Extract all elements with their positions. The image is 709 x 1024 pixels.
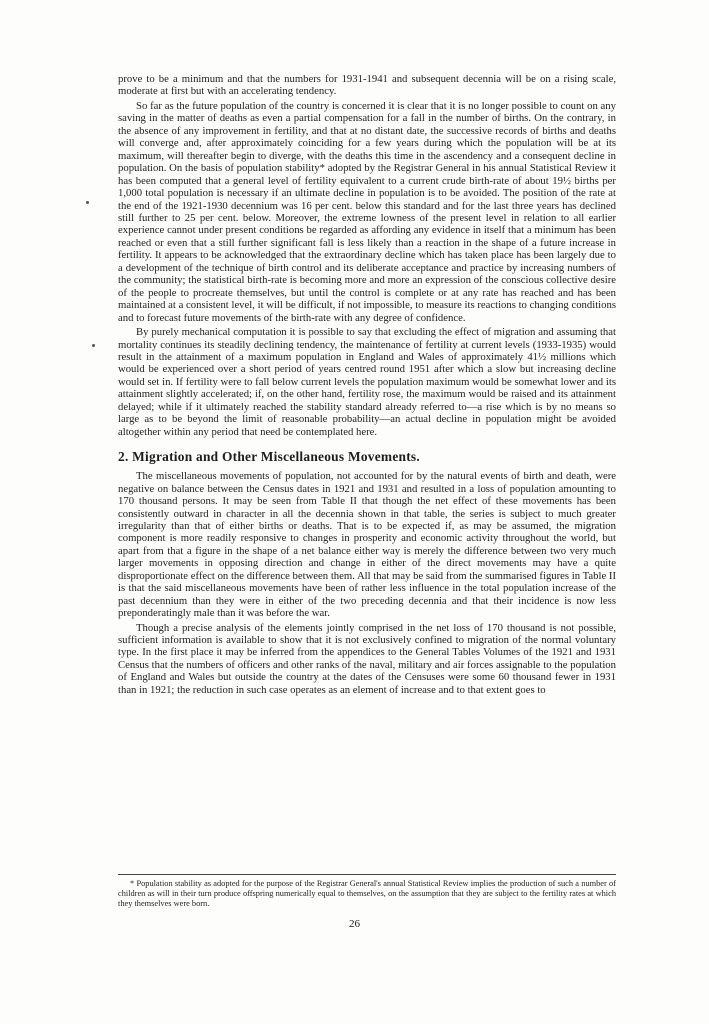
body-text xyxy=(118,73,616,696)
margin-speck xyxy=(92,344,95,347)
paragraph: prove to be a minimum and that the numbers for 1931-1941 and subsequent decennia will be on a rising scale, moderate at first but with an accelerating tendency. xyxy=(118,73,616,98)
paragraph: The miscellaneous movements of population, not accounted for by the natural events of birth and death, were negative on balance between the Census dates in 1921 and 1931 and resulted in a loss of population amounting to 170 thousand persons. It may be seen from Table II that though the net effect of these movements has been consistently outward in character in all the decennia shown in that table, the series is subject to much greater irregularity than that of either births or deaths. That is to be expected if, as may be assumed, the migration component is more readily responsive to changes in prosperity and economic activity throughout the world, but apart from that a figure in the shape of a net balance either way is merely the difference between two very much larger movements in opposing direction and change in either of the direct movements may have a quite disproportionate effect on the difference between them. All that may be said from the summarised figures in Table II is that the said miscellaneous movements have been of rather less influence in the total population increase of the past decennium than they were in either of the two preceding decennia and that their incidence is now less preponderatingly male than it was before the war. xyxy=(118,470,616,620)
paragraph: So far as the future population of the country is concerned it is clear that it is no longer possible to count on any saving in the matter of deaths as even a partial compensation for a fall in the number of births. On the contrary, in the absence of any improvement in fertility, and that at no distant date, the successive records of births and deaths will converge and, after approximately coinciding for a few years during which the population will be at its maximum, will thereafter begin to diverge, with the deaths this time in the ascendency and a consequent decline in population. On the basis of population stability* adopted by the Registrar General in his annual Statistical Review it has been computed that a general level of fertility equivalent to a current crude birth-rate of about 19½ births per 1,000 total population is necessary if an ultimate decline in population is to be avoided. The position of the rate at the end of the 1921-1930 decennium was 16 per cent. below this standard and for the last three years has declined still further to 25 per cent. below. Moreover, the extreme lowness of the present level in relation to all earlier experience cannot under present conditions be regarded as affording any evidence in itself that a minimum has been reached or even that a still further significant fall is less likely than a reaction in the shape of a future increase in fertility. It appears to be acknowledged that the extraordinary decline which has taken place has been largely due to a development of the technique of birth control and its deliberate acceptance and practice by increasing numbers of the community; the statistical birth-rate is becoming more and more an expression of the conscious collective desire of the people to procreate themselves, but until the control is complete or at any rate has reached and has been maintained at a consistent level, it will be difficult, if not impossible, to measure its reactions to changing conditions and to forecast future movements of the birth-rate with any degree of confidence. xyxy=(118,99,616,324)
paragraph: By purely mechanical computation it is possible to say that excluding the effect of migration and assuming that mortality continues its steadily declining tendency, the maintenance of fertility at current levels (1933-1935) would result in the attainment of a maximum population in England and Wales of approximately 41½ millions which would be experienced over a short period of years centred round 1951 after which a slow but increasing decline would set in. If fertility were to fall below current levels the population maximum would be somewhat lower and its attainment slightly accelerated; if, on the other hand, fertility rose, the maximum would be raised and its attainment delayed; while if it ultimately reached the stability standard already referred to—a rise which is by no means so large as to be beyond the limit of reasonable probability—an actual decline in population might be avoided altogether within any period that need be contemplated here. xyxy=(118,326,616,438)
footnote-divider xyxy=(118,874,616,875)
footnote: * Population stability as adopted for the purpose of the Registrar General's annual Statistical Review implies the production of such a number of children as will in their turn produce offspring numerically equal to themselves, on the assumption that they are subject to the fertility rates at which they themselves were born. xyxy=(118,879,616,908)
section-heading: 2. Migration and Other Miscellaneous Movements. xyxy=(118,449,420,465)
page-number: 26 xyxy=(349,918,360,930)
margin-speck xyxy=(86,201,89,204)
paragraph: Though a precise analysis of the elements jointly comprised in the net loss of 170 thousand is not possible, sufficient information is available to show that it is not exclusively confined to migration of the normal voluntary type. In the first place it may be inferred from the appendices to the General Tables Volumes of the 1921 and 1931 Census that the numbers of officers and other ranks of the naval, military and air forces assignable to the population of England and Wales but outside the country at the dates of the Censuses were some 60 thousand fewer in 1931 than in 1921; the reduction in such case operates as an element of increase and to that extent goes to xyxy=(118,621,616,696)
